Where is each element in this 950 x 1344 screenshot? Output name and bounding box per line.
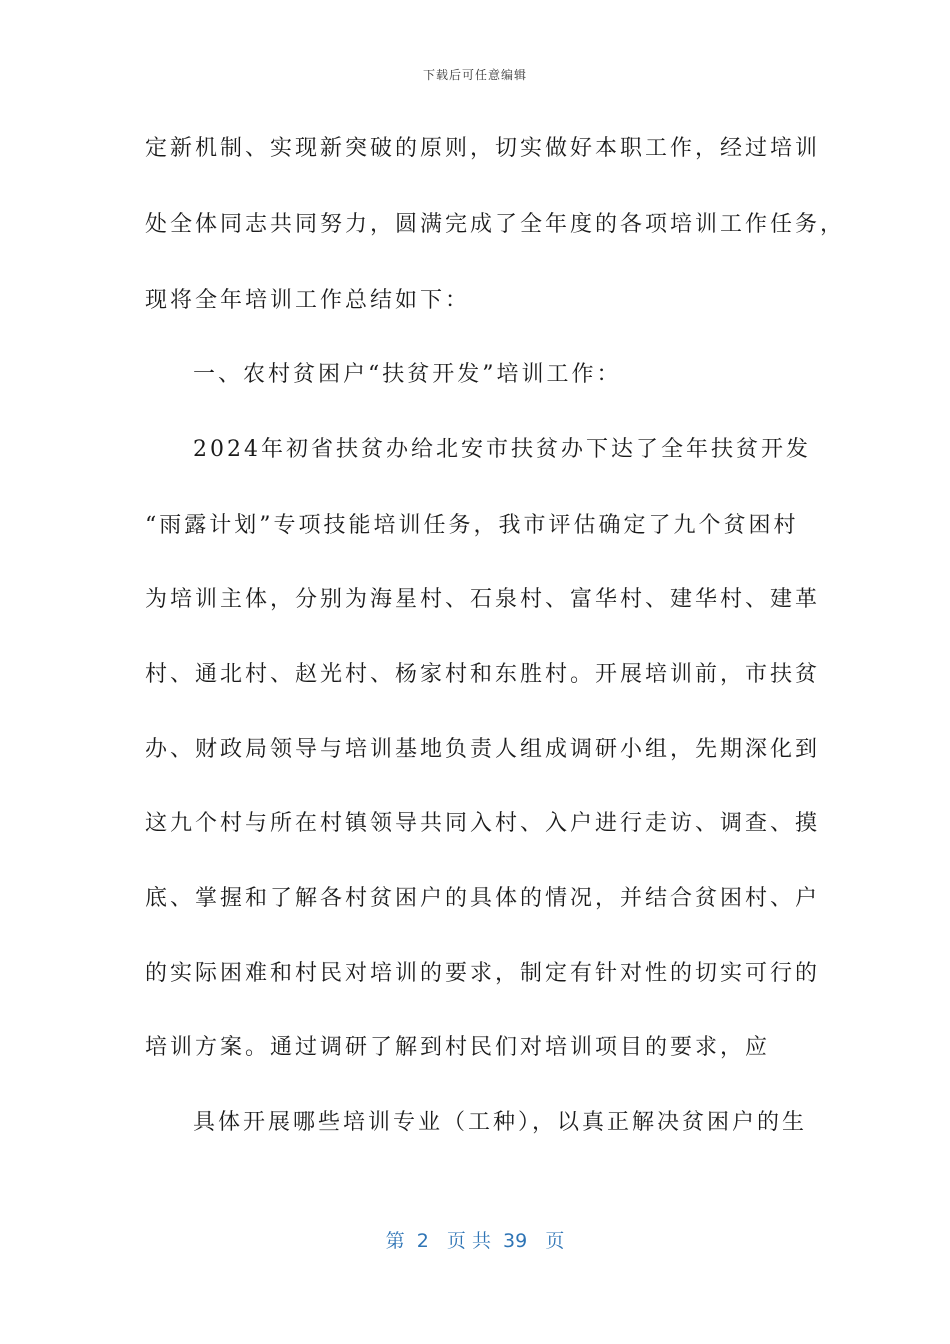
body-line: 定新机制、实现新突破的原则，切实做好本职工作，经过培训 xyxy=(145,136,821,161)
body-line: 的实际困难和村民对培训的要求，制定有针对性的切实可行的 xyxy=(145,961,821,986)
section-heading: 一、农村贫困户“扶贫开发”培训工作： xyxy=(193,362,622,387)
body-line: 这九个村与所在村镇领导共同入村、入户进行走访、调查、摸 xyxy=(145,811,821,836)
header-note: 下载后可任意编辑 xyxy=(422,68,527,82)
body-line: 具体开展哪些培训专业（工种），以真正解决贫困户的生 xyxy=(193,1110,808,1135)
body-line: 办、财政局领导与培训基地负责人组成调研小组，先期深化到 xyxy=(145,737,821,762)
page-number-footer: 第 2 页 共 39 页 xyxy=(385,1230,565,1252)
body-line: 底、掌握和了解各村贫困户的具体的情况，并结合贫困村、户 xyxy=(145,886,821,911)
body-line: 为培训主体，分别为海星村、石泉村、富华村、建华村、建革 xyxy=(145,587,821,612)
body-line: 处全体同志共同努力，圆满完成了全年度的各项培训工作任务， xyxy=(145,212,846,237)
body-line: 村、通北村、赵光村、杨家村和东胜村。开展培训前，市扶贫 xyxy=(145,662,821,687)
body-line: 培训方案。通过调研了解到村民们对培训项目的要求，应 xyxy=(145,1035,771,1060)
body-line: 现将全年培训工作总结如下： xyxy=(145,288,471,313)
body-line: “雨露计划”专项技能培训任务，我市评估确定了九个贫困村 xyxy=(145,513,799,538)
body-line: 2024年初省扶贫办给北安市扶贫办下达了全年扶贫开发 xyxy=(193,437,811,462)
